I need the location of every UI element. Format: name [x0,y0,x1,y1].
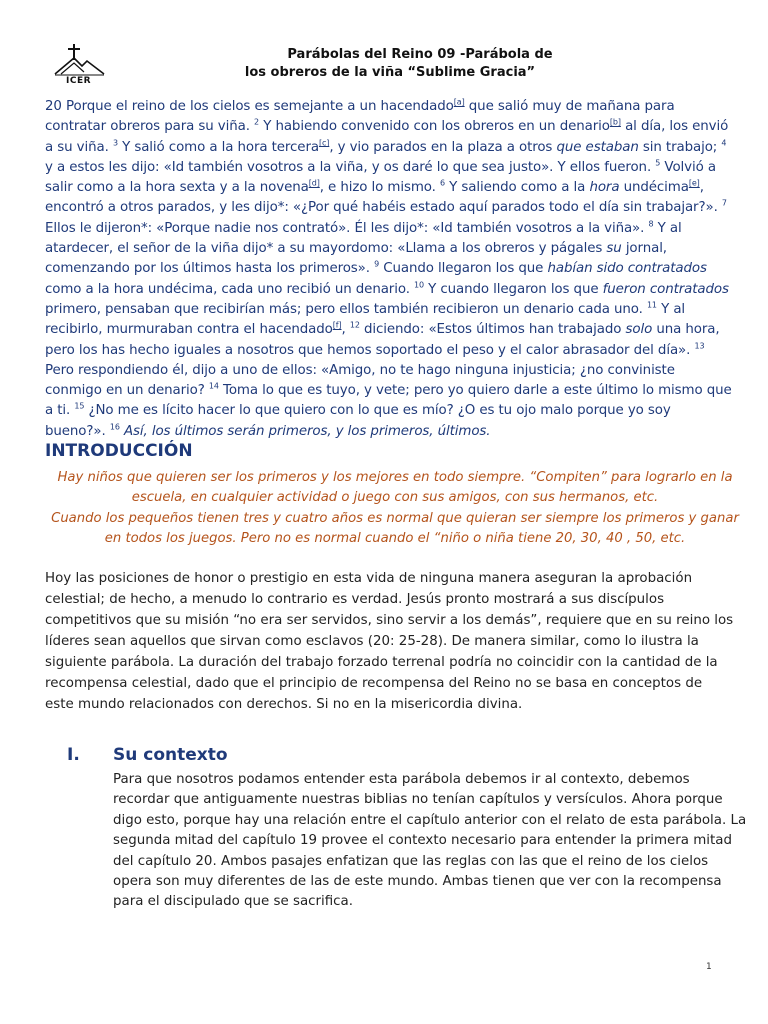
verse-number: 13 [694,341,705,351]
verse-text: , encontró a otros parados, y les dijo*: «¿Por qué habéis estado aquí parados todo el día sin trabajar?». [45,180,722,216]
verse-number: 7 [721,199,727,209]
quote-paragraph-1: Hay niños que quieren ser los primeros y los mejores en todo siempre. “Compiten” para lograrlo en la escuela, en cualquier actividad o juego con sus amigos, con sus hermanos, etc. [57,470,733,506]
verse-text: undécima [619,180,689,196]
verse-text: Y cuando llegaron los que [424,281,603,297]
quote-paragraph-2: Cuando los pequeños tienen tres y cuatro años es normal que quieran ser siempre los primeros y ganar en todos los juegos. Pero no es normal cuando el “niño o niña tiene 20, 30, 40 , 50, etc. [51,510,739,546]
verse-italic: hora [589,180,620,196]
verse-text: Ellos le dijeron*: «Porque nadie nos contrató». Él les dijo*: «Id también vosotros a la viña». [45,220,649,236]
verse-number: 5 [655,158,661,168]
verse-text: ¿No me es lícito hacer lo que quiero con lo que es mío? ¿O es tu ojo malo porque yo soy bueno?». [45,403,671,439]
section-number: I. [67,745,80,765]
verse-number: 8 [648,219,654,229]
verse-text: Y al atardecer, el señor de la viña dijo* a su mayordomo: «Llama a los obreros y págales [45,220,682,257]
verse-text: que salió muy de mañana para contratar obreros para su viña. [45,99,675,135]
verse-number: 6 [439,178,445,188]
introduction-heading: INTRODUCCIÓN [45,441,193,461]
verse-number: 14 [208,381,219,391]
title-line-2: los obreros de la viña “Sublime Gracia” [244,65,536,80]
verse-text: Volvió a salir como a la hora sexta y a la novena [45,159,716,196]
verse-number: 10 [414,280,424,290]
verse-italic: Así, los últimos serán primeros, y los primeros, últimos. [119,423,491,439]
verse-number: 11 [646,300,657,310]
footnote-link[interactable]: [b] [609,117,621,127]
verse-italic: que estaban [556,139,639,155]
introduction-quote [45,468,745,549]
verse-text: , [341,322,350,338]
verse-number: 12 [349,320,360,330]
footnote-link[interactable]: [d] [308,178,320,188]
verse-text: , e hizo lo mismo. [319,180,440,196]
verse-text: al día, los envió a su viña. [45,119,729,155]
verse-italic: solo [625,322,653,338]
verse-text: Cuando llegaron los que [379,261,548,277]
verse-number: 4 [721,138,727,148]
document-title [200,46,580,82]
footnote-link[interactable]: [e] [688,178,700,188]
logo-text: ICER [66,76,92,86]
verse-text: jornal, comenzando por los últimos hasta los primeros». [45,241,667,277]
verse-text: y a estos les dijo: «Id también vosotros a la viña, y os daré lo que sea justo». Y ellos fueron. [45,159,656,175]
verse-text: Y salió como a la hora tercera [117,139,319,155]
section-body: Para que nosotros podamos entender esta parábola debemos ir al contexto, debemos recordar que antiguamente nuestras biblias no tenían capítulos y versículos. Ahora porque digo esto, porque hay una relación entre el capítulo anterior con el relato de esta parábola. La segunda mitad del capítulo 19 provee el contexto necesario para entender la primera mitad del capítulo 20. Ambos pasajes enfatizan que las reglas con las que el reino de los cielos opera son muy diferentes de las de este mundo. Ambas tienen que ver con la recompensa para el discipulado que se sacrifica. [113,772,747,910]
footnote-link[interactable]: [c] [318,138,330,148]
verse-italic: habían sido contratados [547,261,707,277]
verse-text: Y habiendo convenido con los obreros en un denario [259,119,610,135]
section-title: Su contexto [113,745,228,765]
verse-number: 3 [112,138,118,148]
verse-text: Y al recibirlo, murmuraban contra el hacendado [45,301,686,338]
verse-text: Y saliendo como a la [444,180,590,196]
verse-italic: su [606,241,622,257]
verse-number: 2 [254,117,260,127]
page-number: 1 [706,962,712,972]
verse-italic: fueron contratados [602,281,729,297]
verse-text: sin trabajo; [638,139,722,155]
verse-text: Toma lo que es tuyo, y vete; pero yo quiero darle a este último lo mismo que a ti. [45,383,732,419]
title-line-1: Parábolas del Reino 09 -Parábola de [287,47,553,62]
verse-text: una hora, pero los has hecho iguales a nosotros que hemos soportado el peso y el calor abrasador del día». [45,322,720,358]
verse-text: 20 Porque el reino de los cielos es semejante a un hacendado [45,99,454,114]
footnote-link[interactable]: [f] [332,320,342,330]
verse-number: 15 [74,401,85,411]
verse-text: como a la hora undécima, cada uno recibió un denario. [45,281,415,297]
verse-number: 16 [109,422,120,432]
verse-text: , y vio parados en la plaza a otros [329,139,557,155]
icer-logo [52,42,108,88]
verse-text: primero, pensaban que recibirían más; pero ellos también recibieron un denario cada uno. [45,301,647,317]
verse-number: 9 [374,259,380,269]
scripture-passage [45,97,735,442]
introduction-paragraph: Hoy las posiciones de honor o prestigio en esta vida de ninguna manera aseguran la aprobación celestial; de hecho, a menudo lo contrario es verdad. Jesús pronto mostrará a sus discípulos competitivos que su misión “no era ser servidos, sino servir a los demás”, requiere que en su reino los líderes sean aquellos que sirvan como esclavos (20: 25-28). De manera similar, como lo ilustra la siguiente parábola. La duración del trabajo forzado terrenal podría no coincidir con la cantidad de la recompensa celestial, dado que el principio de recompensa del Reino no se basa en conceptos de este mundo relacionados con derechos. Si no en la misericordia divina. [45,571,734,712]
verse-text: diciendo: «Estos últimos han trabajado [359,322,626,338]
verse-text: Pero respondiendo él, dijo a uno de ellos: «Amigo, no te hago ninguna injusticia; ¿no conviniste conmigo en un denario? [45,362,675,399]
footnote-link[interactable]: [a] [453,97,465,107]
